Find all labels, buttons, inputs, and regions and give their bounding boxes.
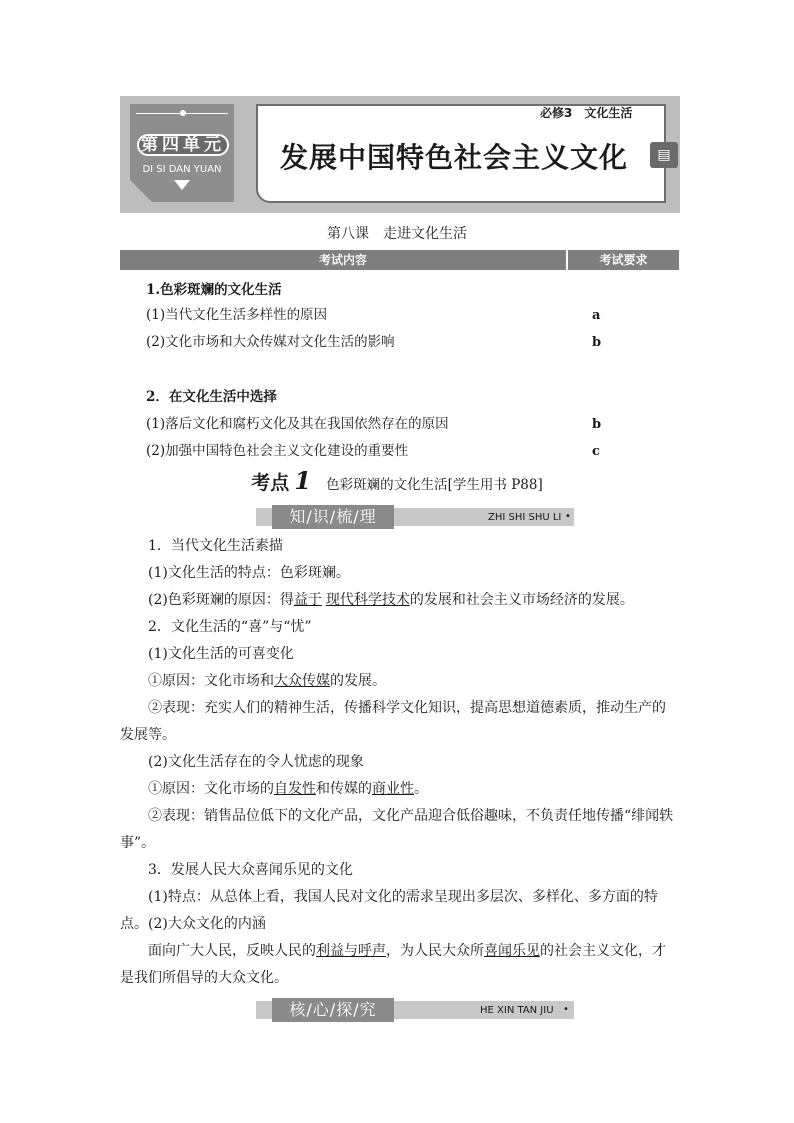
unit-pinyin: DI SI DAN YUAN <box>142 164 222 175</box>
table-row: (1)当代文化生活多样性的原因 <box>146 307 328 323</box>
paragraph: (1)特点：从总体上看，我国人民对文化的需求呈现出多层次、多样化、多方面的特点。 <box>120 889 658 932</box>
paragraph: (2)色彩斑斓的原因：得益于 现代科学技术的发展和社会主义市场经济的发展。 <box>148 592 634 608</box>
book-search-icon: ▤ <box>650 142 678 168</box>
table-row: (1)落后文化和腐朽文化及其在我国依然存在的原因 <box>146 416 449 432</box>
paragraph: (2)文化生活存在的令人忧虑的现象 <box>148 754 364 770</box>
unit-triangle-icon <box>174 180 190 190</box>
paragraph: (1)文化生活的可喜变化 <box>148 646 294 662</box>
paragraph: ①原因：文化市场和大众传媒的发展。 <box>148 673 386 689</box>
unit-badge-fold <box>130 180 152 202</box>
unit-badge-dot <box>180 110 186 116</box>
knowledge-section-pinyin: ZHI SHI SHU LI <box>488 512 562 523</box>
core-section-pinyin: HE XIN TAN JIU <box>480 1005 554 1016</box>
paragraph: (1)文化生活的特点：色彩斑斓。 <box>148 565 350 581</box>
bullet-dot-icon: • <box>565 511 571 522</box>
table-row: (2)加强中国特色社会主义文化建设的重要性 <box>146 443 409 459</box>
table-header-requirement: 考试要求 <box>568 250 679 270</box>
page-title: 发展中国特色社会主义文化 <box>280 141 629 174</box>
table-grade: b <box>592 335 602 350</box>
table-section-title: 1.色彩斑斓的文化生活 <box>146 282 282 298</box>
kaodian-heading <box>0 466 794 495</box>
table-header-content: 考试内容 <box>120 250 566 270</box>
knowledge-section-label: 知/识/梳/理 <box>272 505 394 529</box>
lesson-title: 第八课 走进文化生活 <box>327 226 467 242</box>
bullet-dot-icon: • <box>563 1004 569 1015</box>
kaodian-label: 考点 <box>251 472 290 494</box>
section-heading: 3．发展人民大众喜闻乐见的文化 <box>148 862 353 878</box>
section-heading: 1．当代文化生活素描 <box>148 538 283 554</box>
book-subtitle: 必修3 文化生活 <box>540 106 633 120</box>
paragraph: (2)大众文化的内涵 <box>148 916 266 932</box>
kaodian-number: 1 <box>294 466 312 495</box>
core-section-label: 核/心/探/究 <box>272 998 394 1022</box>
paragraph: ②表现：销售品位低下的文化产品，文化产品迎合低俗趣味，不负责任地传播“绯闻轶事”。 <box>120 808 674 851</box>
table-section-title: 2．在文化生活中选择 <box>146 389 277 405</box>
table-grade: b <box>592 417 602 432</box>
paragraph: 面向广大人民，反映人民的利益与呼声，为人民大众所喜闻乐见的社会主义文化，才是我们所倡导的大众文化。 <box>120 943 666 986</box>
kaodian-text: 色彩斑斓的文化生活[学生用书 P88] <box>326 477 543 493</box>
table-grade: a <box>592 308 601 323</box>
table-grade: c <box>592 444 600 459</box>
paragraph: ②表现：充实人们的精神生活，传播科学文化知识，提高思想道德素质，推动生产的发展等。 <box>120 700 666 743</box>
section-heading: 2．文化生活的“喜”与“忧” <box>148 619 312 635</box>
paragraph: ①原因：文化市场的自发性和传媒的商业性。 <box>148 781 428 797</box>
unit-title: 第四单元 <box>137 134 229 156</box>
table-row: (2)文化市场和大众传媒对文化生活的影响 <box>146 334 395 350</box>
